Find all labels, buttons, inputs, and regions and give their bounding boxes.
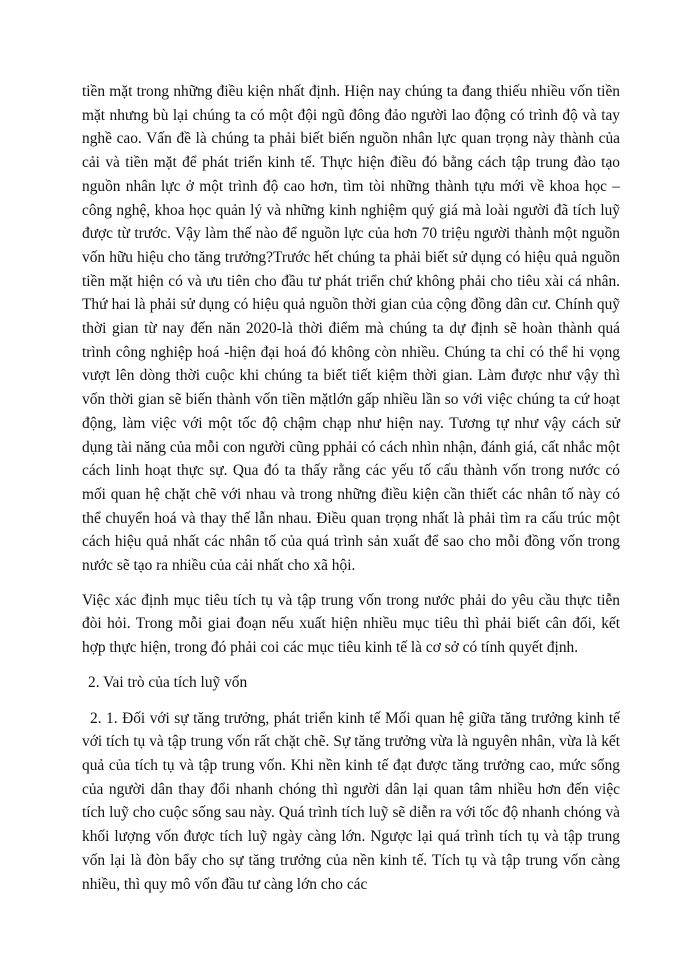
body-paragraph: tiền mặt trong những điều kiện nhất định. Hiện nay chúng ta đang thiếu nhiều vốn tiền mặt nhưng bù lại chúng ta có một đội ngũ đông đảo người lao động có trình độ và tay nghề cao. Vấn đề là chúng ta phải biết biến nguồn nhân lực quan trọng này thành của cải và tiền mặt để phát triển kinh tế. Thực hiện điều đó bằng cách tập trung đào tạo nguồn nhân lực ở một trình độ cao hơn, tìm tòi những thành tựu mới về khoa học – công nghệ, khoa học quản lý và những kinh nghiệm quý giá mà loài người đã tích luỹ được từ trước. Vậy làm thế nào để nguồn lực của hơn 70 triệu người thành một nguồn vốn hữu hiệu cho tăng trưởng?Trước hết chúng ta phải biết sử dụng có hiệu quả nguồn tiền mặt hiện có và ưu tiên cho đầu tư phát triển chứ không phải cho tiêu xài cá nhân. Thứ hai là phải sử dụng có hiệu quả nguồn thời gian của cộng đồng dân cư. Chính quỹ thời gian từ nay đến năn 2020-là thời điểm mà chúng ta dự định sẽ hoàn thành quá trình công nghiệp hoá -hiện đại hoá đó không còn nhiều. Chúng ta chỉ có thể hi vọng vượt lên dòng thời cuộc khi chúng ta biết tiết kiệm thời gian. Làm được như vậy thì vốn thời gian sẽ biến thành vốn tiền mặtlớn gấp nhiều lần so với việc chúng ta cứ hoạt động, làm việc với một tốc độ chậm chạp như hiện nay. Tương tự như vậy cách sử dụng tài năng của mỗi con người cũng pphải có cách nhìn nhận, đánh giá, cất nhắc một cách linh hoạt thực sự. Qua đó ta thấy rằng các yếu tố cấu thành vốn trong nước có mối quan hệ chặt chẽ với nhau và trong những điều kiện cần thiết các nhân tố này có thể chuyển hoá và thay thế lẫn nhau. Điều quan trọng nhất là phải tìm ra cấu trúc một cách hiệu quả nhất các nhân tố của quá trình sản xuất để sao cho mỗi đồng vốn trong nước sẽ tạo ra nhiều của cải nhất cho xã hội. bbox=[82, 83, 620, 575]
document-body bbox=[82, 80, 620, 896]
body-paragraph: Việc xác định mục tiêu tích tụ và tập trung vốn trong nước phải do yêu cầu thực tiễn đòi hỏi. Trong mỗi giai đoạn nếu xuất hiện nhiều mục tiêu thì phải biết cân đối, kết hợp thực hiện, trong đó phải coi các mục tiêu kinh tế là cơ sở có tính quyết định. bbox=[82, 591, 620, 657]
subsection-paragraph: 2. 1. Đối với sự tăng trưởng, phát triển kinh tế Mối quan hệ giữa tăng trưởng kinh tế với tích tụ và tập trung vốn rất chặt chẽ. Sự tăng trưởng vừa là nguyên nhân, vừa là kết quả của tích tụ và tập trung vốn. Khi nền kinh tế đạt được tăng trưởng cao, mức sống của người dân thay đổi nhanh chóng thì người dân lại quan tâm nhiều hơn đến việc tích luỹ cho cuộc sống sau này. Quá trình tích luỹ sẽ diễn ra với tốc độ nhanh chóng và khối lượng vốn được tích luỹ ngày càng lớn. Ngược lại quá trình tích tụ và tập trung vốn lại là đòn bẩy cho sự tăng trưởng của nền kinh tế. Tích tụ và tập trung vốn càng nhiều, thì quy mô vốn đầu tư càng lớn cho các bbox=[82, 709, 620, 893]
section-heading: 2. Vai trò của tích luỹ vốn bbox=[88, 673, 248, 691]
